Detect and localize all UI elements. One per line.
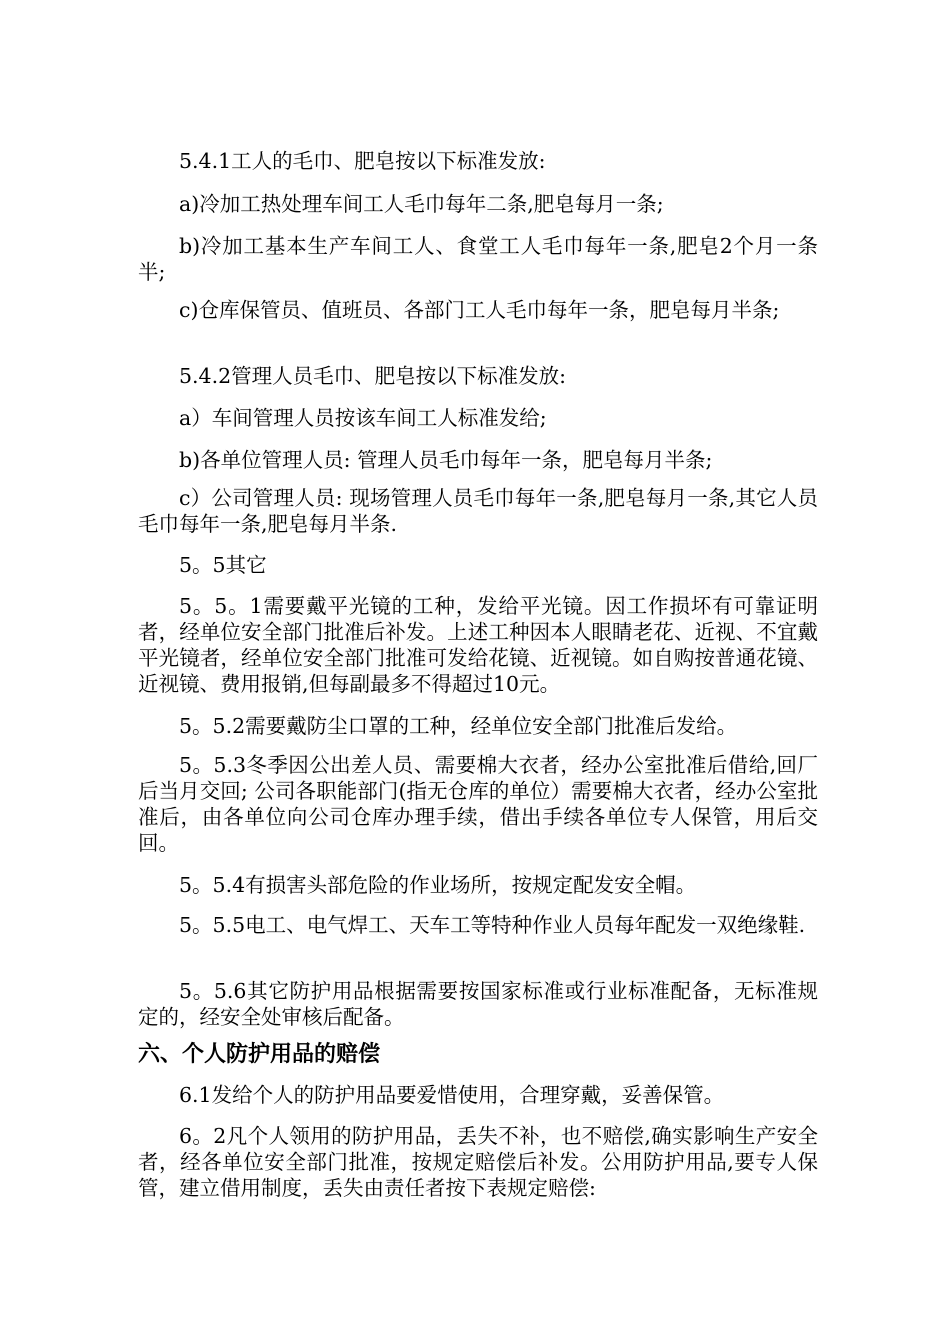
paragraph-5-4-2-c: c）公司管理人员: 现场管理人员毛巾每年一条,肥皂每月一条,其它人员毛巾每年一条,肥皂每月半条. bbox=[138, 486, 818, 536]
paragraph-6-1: 6.1发给个人的防护用品要爱惜使用，合理穿戴，妥善保管。 bbox=[179, 1083, 725, 1107]
paragraph-5-4-1: 5.4.1工人的毛巾、肥皂按以下标准发放: bbox=[179, 149, 546, 173]
section-heading-6: 六、个人防护用品的赔偿 bbox=[138, 1041, 381, 1067]
paragraph-5-5-3: 5。5.3冬季因公出差人员、需要棉大衣者，经办公室批准后借给,回厂后当月交回; 公司各职能部门(指无仓库的单位）需要棉大衣者，经办公室批准后，由各单位向公司仓库办理手续，借出手续各单位专人保管，用后交回。 bbox=[138, 753, 818, 855]
paragraph-5-4-2-b: b)各单位管理人员: 管理人员毛巾每年一条，肥皂每月半条; bbox=[179, 448, 713, 472]
paragraph-5-4-2-a: a）车间管理人员按该车间工人标准发给; bbox=[179, 406, 547, 430]
paragraph-5-4-1-a: a)冷加工热处理车间工人毛巾每年二条,肥皂每月一条; bbox=[179, 192, 664, 216]
paragraph-5-5: 5。5其它 bbox=[179, 553, 267, 577]
paragraph-5-5-2: 5。5.2需要戴防尘口罩的工种，经单位安全部门批准后发给。 bbox=[179, 714, 738, 738]
paragraph-5-4-1-b: b)冷加工基本生产车间工人、食堂工人毛巾每年一条,肥皂2个月一条半; bbox=[138, 234, 818, 284]
paragraph-5-5-1: 5。5。1需要戴平光镜的工种，发给平光镜。因工作损坏有可靠证明者，经单位安全部门批准后补发。上述工种因本人眼睛老花、近视、不宜戴平光镜者，经单位安全部门批准可发给花镜、近视镜。如自购按普通花镜、近视镜、费用报销,但每副最多不得超过10元。 bbox=[138, 594, 818, 696]
paragraph-5-5-4: 5。5.4有损害头部危险的作业场所，按规定配发安全帽。 bbox=[179, 873, 697, 897]
document-page bbox=[138, 0, 818, 1344]
paragraph-5-4-1-c: c)仓库保管员、值班员、各部门工人毛巾每年一条，肥皂每月半条; bbox=[179, 298, 780, 322]
paragraph-5-5-5: 5。5.5电工、电气焊工、天车工等特种作业人员每年配发一双绝缘鞋. bbox=[179, 913, 806, 937]
paragraph-6-2: 6。2凡个人领用的防护用品，丢失不补，也不赔偿,确实影响生产安全者，经各单位安全部门批准，按规定赔偿后补发。公用防护用品,要专人保管，建立借用制度，丢失由责任者按下表规定赔偿: bbox=[138, 1124, 818, 1200]
paragraph-5-5-6: 5。5.6其它防护用品根据需要按国家标准或行业标准配备，无标准规定的，经安全处审核后配备。 bbox=[138, 979, 818, 1029]
paragraph-5-4-2: 5.4.2管理人员毛巾、肥皂按以下标准发放: bbox=[179, 364, 567, 388]
